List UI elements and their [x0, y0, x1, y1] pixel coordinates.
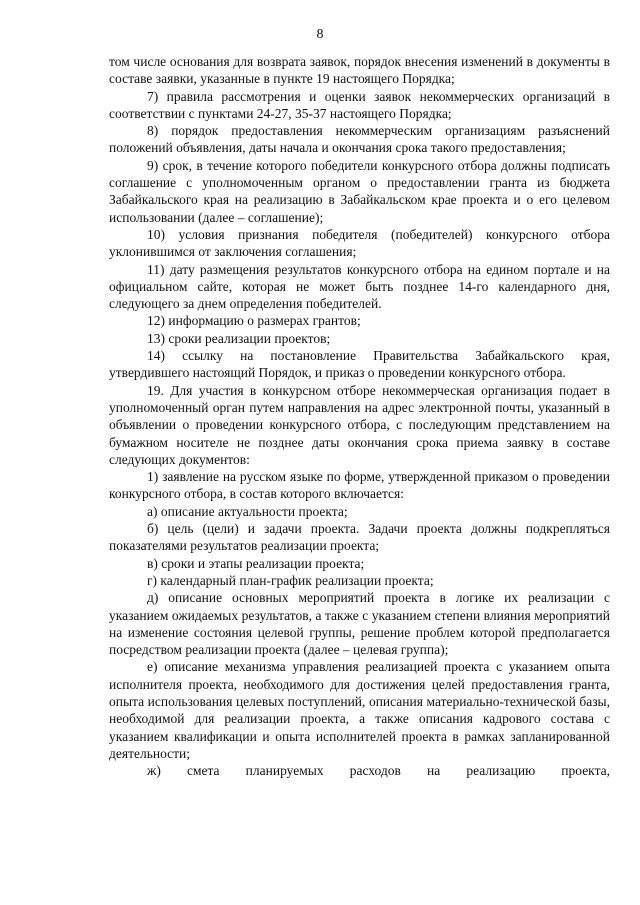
section-19: 19. Для участия в конкурсном отборе некоммерческая организация подает в уполномоченный орган путем направления на адрес электронной почты, указанный в объявлении о проведении конкурсного отбора, с последующим представлением на бумажном носителе не позднее даты окончания срока приема заявку в составе следующих документов:: [109, 382, 610, 467]
paragraph-continuation: том числе основания для возврата заявок, порядок внесения изменений в документы в составе заявки, указанные в пункте 19 настоящего Порядка;: [109, 54, 610, 87]
subitem-zh: ж) смета планируемых расходов на реализацию проекта,: [147, 763, 610, 779]
list-item-13: 13) сроки реализации проектов;: [147, 330, 331, 346]
page-number: 8: [316, 27, 324, 42]
subitem-1: 1) заявление на русском языке по форме, утвержденной приказом о проведении конкурсного отбора, в состав которого включается:: [109, 469, 610, 502]
list-item-10: 10) условия признания победителя (победителей) конкурсного отбора уклонившимся от заключения соглашения;: [109, 226, 610, 260]
subitem-v: в) сроки и этапы реализации проекта;: [147, 555, 365, 571]
list-item-12: 12) информацию о размерах грантов;: [147, 313, 361, 329]
subitem-e: е) описание механизма управления реализацией проекта с указанием опыта исполнителя проекта, необходимого для достижения целей предоставления гранта, опыта использования целевых поступлений, описания материально-технической базы, необходимой для реализации проекта, а также описания кадрового состава с указанием квалификации и опыта исполнителей проекта в рамках запланированной деятельности;: [109, 659, 610, 761]
subitem-a: а) описание актуальности проекта;: [147, 503, 348, 519]
list-item-14: 14) ссылку на постановление Правительства Забайкальского края, утвердившего настоящий Порядок, и приказ о проведении конкурсного отбора.: [109, 348, 610, 381]
document-body: [109, 53, 610, 779]
list-item-8: 8) порядок предоставления некоммерческим организациям разъяснений положений объявления, даты начала и окончания срока такого предоставления;: [109, 123, 610, 156]
subitem-b: б) цель (цели) и задачи проекта. Задачи проекта должны подкрепляться показателями результатов реализации проекта;: [109, 521, 610, 554]
list-item-9: 9) срок, в течение которого победители конкурсного отбора должны подписать соглашение с уполномоченным органом о предоставлении гранта из бюджета Забайкальского края на реализацию в Забайкальском крае проекта и о его целевом использовании (далее – соглашение);: [109, 157, 610, 225]
subitem-d: д) описание основных мероприятий проекта в логике их реализации с указанием ожидаемых результатов, а также с указанием степени влияния мероприятий на изменение состояния целевой группы, решение проблем которой предполагается посредством реализации проекта (далее – целевая группа);: [109, 590, 610, 658]
list-item-7: 7) правила рассмотрения и оценки заявок некоммерческих организаций в соответствии с пунктами 24-27, 35-37 настоящего Порядка;: [109, 88, 610, 121]
subitem-g: г) календарный план-график реализации проекта;: [147, 572, 434, 588]
list-item-11: 11) дату размещения результатов конкурсного отбора на едином портале и на официальном сайте, которая не может быть позднее 14-го календарного дня, следующего за днем определения победителей.: [109, 261, 610, 312]
